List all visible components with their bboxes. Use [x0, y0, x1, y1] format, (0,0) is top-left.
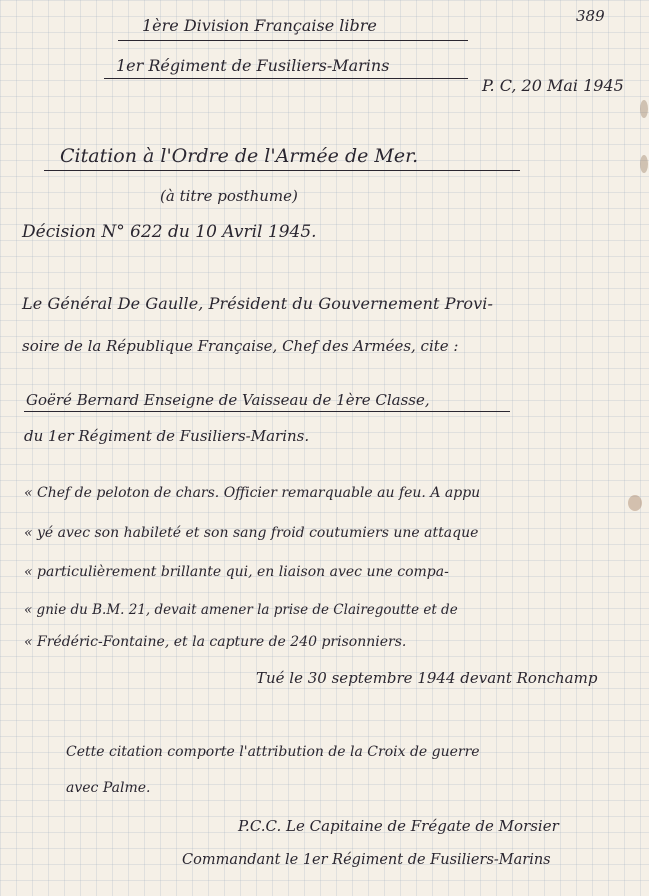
- decision-line: Décision N° 622 du 10 Avril 1945.: [22, 222, 317, 242]
- regiment-underline: [104, 78, 468, 79]
- paper-stain: [640, 155, 648, 173]
- paper-stain: [640, 100, 648, 118]
- award-line-2: avec Palme.: [66, 780, 151, 796]
- quote-line: « Chef de peloton de chars. Officier remarquable au feu. A appu: [24, 485, 481, 501]
- citation-subtitle: (à titre posthume): [160, 187, 298, 205]
- page-number: 389: [576, 7, 605, 25]
- quote-line: « Frédéric-Fontaine, et la capture de 240 prisonniers.: [24, 634, 407, 650]
- division-heading: 1ère Division Française libre: [142, 16, 377, 35]
- quote-line: « yé avec son habileté et son sang froid coutumiers une attaque: [24, 525, 479, 541]
- division-underline: [118, 40, 468, 41]
- citation-title-underline: [44, 170, 520, 171]
- body-line-1: Le Général De Gaulle, Président du Gouvernement Provi-: [22, 294, 493, 313]
- signature-line-2: Commandant le 1er Régiment de Fusiliers-Marins: [182, 852, 551, 868]
- paper-stain: [628, 495, 642, 511]
- unit-line: du 1er Régiment de Fusiliers-Marins.: [24, 427, 310, 445]
- quote-line: « gnie du B.M. 21, devait amener la prise de Clairegoutte et de: [24, 602, 458, 618]
- name-underline: [24, 411, 510, 412]
- body-line-2: soire de la République Française, Chef des Armées, cite :: [22, 337, 459, 355]
- death-line: Tué le 30 septembre 1944 devant Ronchamp: [256, 669, 598, 687]
- citation-title: Citation à l'Ordre de l'Armée de Mer.: [60, 145, 419, 167]
- award-line-1: Cette citation comporte l'attribution de la Croix de guerre: [66, 744, 480, 760]
- place-date: P. C, 20 Mai 1945: [482, 76, 624, 95]
- name-line: Goëré Bernard Enseigne de Vaisseau de 1ère Classe,: [26, 391, 430, 409]
- signature-line-1: P.C.C. Le Capitaine de Frégate de Morsier: [238, 817, 559, 835]
- regiment-heading: 1er Régiment de Fusiliers-Marins: [116, 56, 390, 75]
- quote-line: « particulièrement brillante qui, en liaison avec une compa-: [24, 564, 449, 580]
